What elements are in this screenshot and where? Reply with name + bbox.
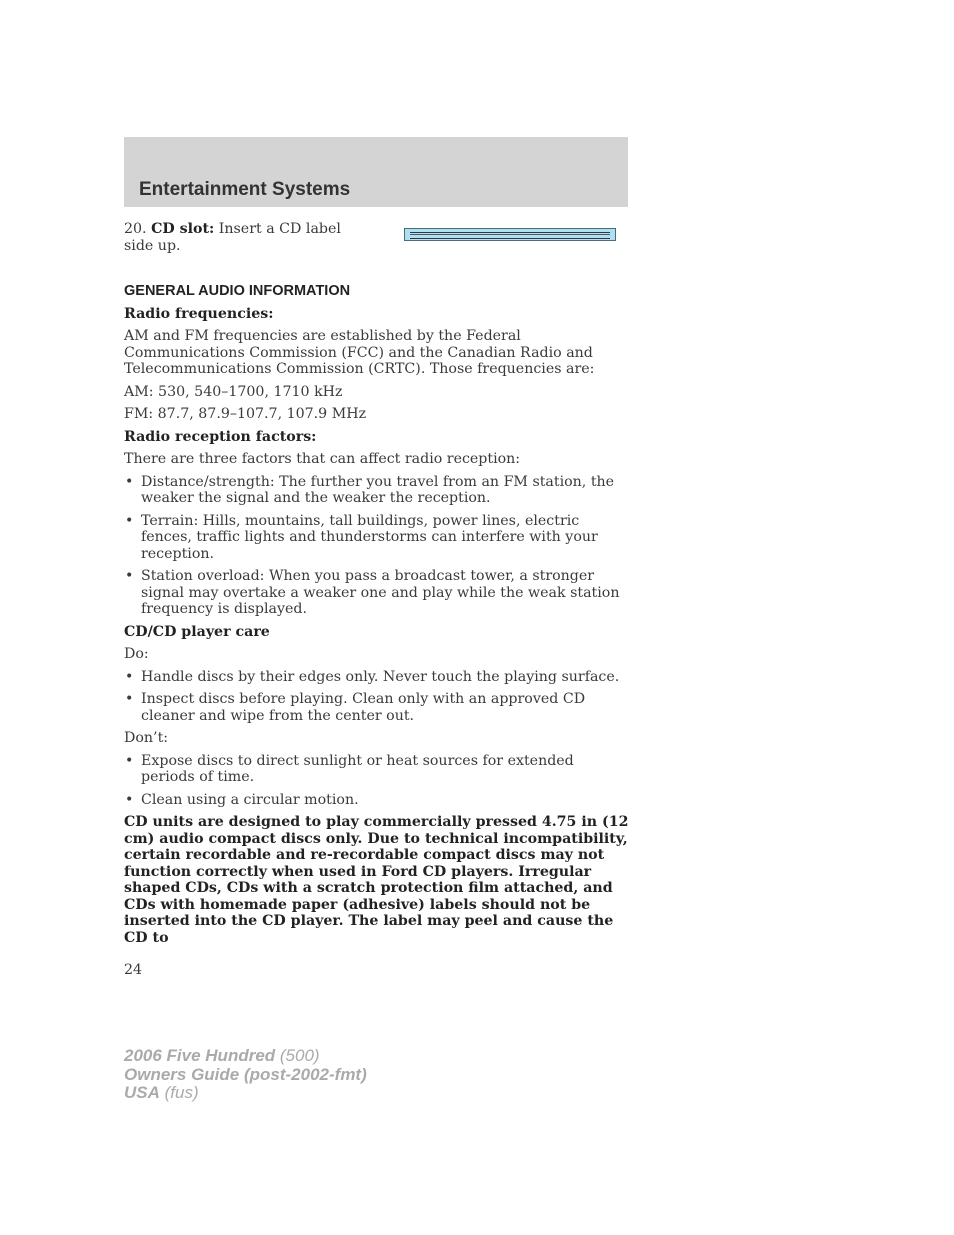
list-item: • Terrain: Hills, mountains, tall buildings, power lines, electric fences, traffic lights and thunderstorms can interfere with your reception. <box>125 512 598 562</box>
document-footer <box>124 1047 367 1103</box>
list-item: • Clean using a circular motion. <box>125 791 359 808</box>
dont-list <box>124 753 630 809</box>
bullet-icon: • <box>125 752 134 769</box>
list-item: • Station overload: When you pass a broadcast tower, a stronger signal may overtake a weaker one and play while the weak station frequency is displayed. <box>125 568 620 617</box>
footer-line-market: USA (fus) <box>124 1083 199 1102</box>
cd-slot-opening <box>410 232 610 239</box>
page-number: 24 <box>124 962 143 978</box>
dont-label: Don’t: <box>124 730 169 746</box>
am-frequencies: AM: 530, 540–1700, 1710 kHz <box>124 383 343 400</box>
bullet-icon: • <box>125 473 134 490</box>
page-content <box>124 221 630 979</box>
list-item: • Handle discs by their edges only. Never touch the playing surface. <box>125 668 620 685</box>
reception-heading: Radio reception factors: <box>124 428 317 445</box>
bullet-icon: • <box>125 668 134 685</box>
section-heading: GENERAL AUDIO INFORMATION <box>124 283 351 299</box>
do-label: Do: <box>124 646 149 662</box>
bullet-icon: • <box>125 568 134 584</box>
cd-slot-number: 20. <box>124 221 147 237</box>
page-title: Entertainment Systems <box>139 179 351 200</box>
cd-warning-paragraph: CD units are designed to play commercially pressed 4.75 in (12 cm) audio compact discs only. Due to technical incompatibility, certain recordable and re-recordable compact discs may not function correctly when used in Ford CD players. Irregular shaped CDs, CDs with a scratch protection film attached, and CDs with homemade paper (adhesive) labels should not be inserted into the CD player. The label may peel and cause the CD to <box>124 814 629 946</box>
list-item: • Distance/strength: The further you travel from an FM station, the weaker the signal and the weaker the reception. <box>125 473 615 506</box>
radio-frequencies-intro: AM and FM frequencies are established by the Federal Communications Commission (FCC) and the Canadian Radio and Telecommunications Commission (CRTC). Those frequencies are: <box>124 328 595 377</box>
reception-intro: There are three factors that can affect radio reception: <box>124 451 521 467</box>
radio-frequencies-heading: Radio frequencies: <box>124 305 274 322</box>
footer-line-model: 2006 Five Hundred (500) <box>124 1046 320 1065</box>
footer-line-guide: Owners Guide (post-2002-fmt) <box>124 1064 367 1084</box>
cd-slot-label: CD slot: <box>151 221 215 237</box>
bullet-icon: • <box>125 791 134 808</box>
do-list <box>124 669 630 725</box>
bullet-icon: • <box>125 691 134 707</box>
header-band <box>124 137 628 207</box>
cd-slot-illustration <box>404 228 616 241</box>
list-item: • Expose discs to direct sunlight or heat sources for extended periods of time. <box>125 752 574 785</box>
fm-frequencies: FM: 87.7, 87.9–107.7, 107.9 MHz <box>124 406 367 422</box>
care-heading: CD/CD player care <box>124 623 270 640</box>
reception-list <box>124 474 630 618</box>
list-item: • Inspect discs before playing. Clean only with an approved CD cleaner and wipe from the center out. <box>125 691 586 724</box>
bullet-icon: • <box>125 512 134 529</box>
cd-slot-description: Insert a CD label side up. <box>124 221 341 254</box>
cd-slot-text-block <box>124 221 374 254</box>
cd-slot-item <box>124 221 630 263</box>
